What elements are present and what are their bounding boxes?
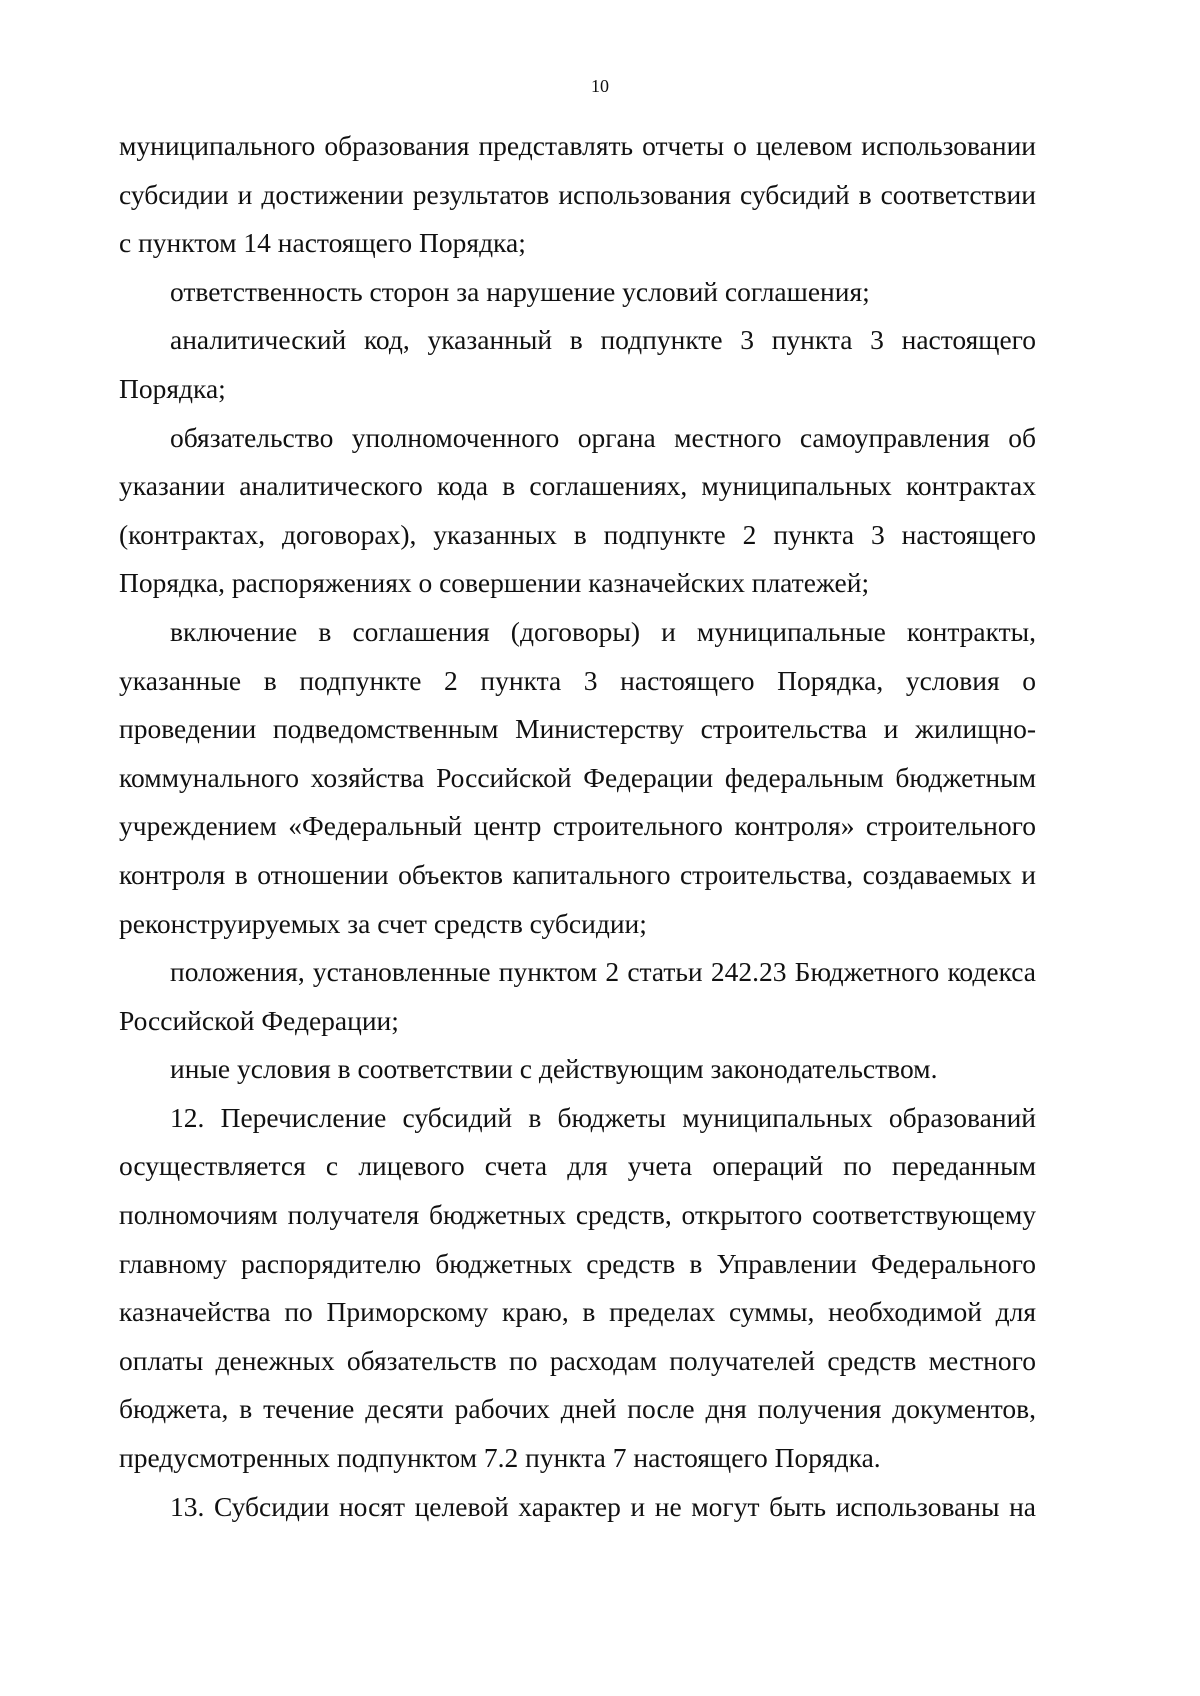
paragraph-analytic-code: аналитический код, указанный в подпункте 3 пункта 3 настоящего Порядка; [119, 324, 1036, 404]
paragraph-construction-control: включение в соглашения (договоры) и муниципальные контракты, указанные в подпункте 2 пункта 3 настоящего Порядка, условия о проведении подведомственным Министерству строительства и жилищно-коммунального хозяйства Российской Федерации федеральным бюджетным учреждением «Федеральный центр строительного контроля» строительного контроля в отношении объектов капитального строительства, создаваемых и реконструируемых за счет средств субсидии; [119, 615, 1036, 939]
paragraph-report-obligation: муниципального образования представлять отчеты о целевом использовании субсидии и достижении результатов использования субсидий в соответствии с пунктом 14 настоящего Порядка; [119, 130, 1036, 259]
document-body [119, 122, 1036, 1531]
paragraph-other-conditions: иные условия в соответствии с действующим законодательством. [170, 1053, 938, 1085]
paragraph-item-13: 13. Субсидии носят целевой характер и не могут быть использованы на [170, 1490, 1036, 1522]
paragraph-budget-code: положения, установленные пунктом 2 статьи 242.23 Бюджетного кодекса Российской Федерации; [119, 956, 1036, 1036]
page-number: 10 [591, 76, 609, 96]
paragraph-code-obligation: обязательство уполномоченного органа местного самоуправления об указании аналитического кода в соглашениях, муниципальных контрактах (контрактах, договорах), указанных в подпункте 2 пункта 3 настоящего Порядка, распоряжениях о совершении казначейских платежей; [119, 421, 1036, 599]
paragraph-item-12: 12. Перечисление субсидий в бюджеты муниципальных образований осуществляется с лицевого счета для учета операций по переданным полномочиям получателя бюджетных средств, открытого соответствующему главному распорядителю бюджетных средств в Управлении Федерального казначейства по Приморскому краю, в пределах суммы, необходимой для оплаты денежных обязательств по расходам получателей средств местного бюджета, в течение десяти рабочих дней после дня получения документов, предусмотренных подпунктом 7.2 пункта 7 настоящего Порядка. [119, 1101, 1036, 1474]
paragraph-liability: ответственность сторон за нарушение условий соглашения; [170, 275, 870, 307]
